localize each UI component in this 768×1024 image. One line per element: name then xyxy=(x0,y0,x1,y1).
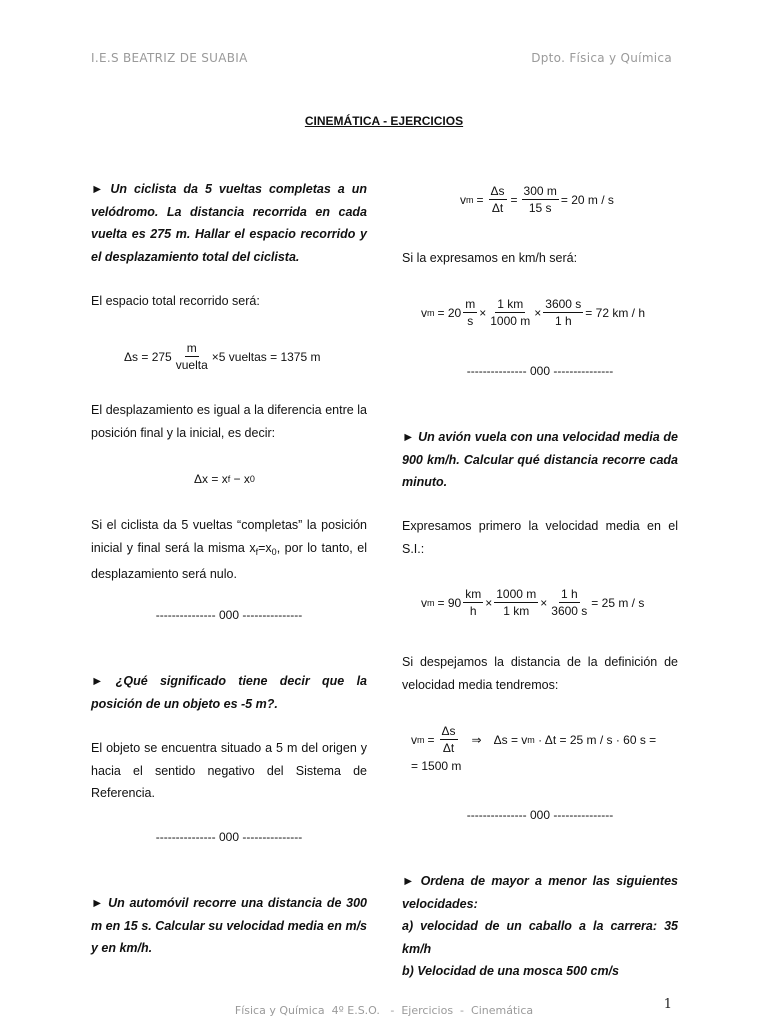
exercise-3-equation-2: v m = 20 $\frac{m}{s}$ × $\frac{1 km}{1000 m}$ × $\frac{3600 s}{1 h}$ = 72 km / h xyxy=(421,297,645,328)
exercise-2-answer: El objeto se encuentra situado a 5 m del origen y hacia el sentido negativo del Sistema de Referencia. xyxy=(91,741,367,800)
exercise-3-text-1: Si la expresamos en km/h será: xyxy=(402,251,578,265)
exercise-1-text-3: Si el ciclista da 5 vueltas “completas” la posición inicial y final será la misma $x_f=x_0$, por lo tanto, el desplazamiento será nulo. xyxy=(91,518,367,581)
exercise-5-question: ► Ordena de mayor a menor las siguientes velocidades: xyxy=(402,874,678,911)
page-title: CINEMÁTICA - EJERCICIOS xyxy=(304,114,464,128)
implies-arrow-icon: ⇒ xyxy=(471,732,482,747)
separator: --------------- 000 --------------- xyxy=(466,364,614,378)
separator: --------------- 000 --------------- xyxy=(155,608,303,622)
exercise-4-equation-2: v m = $\frac{\Delta s}{\Delta t}$ ⇒ Δs = v m · Δt = 25 m / s · 60 s = xyxy=(411,724,657,755)
exercise-1-text-2: El desplazamiento es igual a la diferencia entre la posición final y la inicial, es decir: xyxy=(91,403,367,440)
page-number: 1 xyxy=(663,997,672,1012)
header-department: Dpto. Física y Química xyxy=(531,51,672,65)
exercise-1-question: ► Un ciclista da 5 vueltas completas a un velódromo. La distancia recorrida en cada vuelta es 275 m. Hallar el espacio recorrido y el desplazamiento total del ciclista. xyxy=(91,182,367,264)
exercise-2-question: ► ¿Qué significado tiene decir que la posición de un objeto es -5 m?. xyxy=(91,674,367,711)
exercise-1-text-1: El espacio total recorrido será: xyxy=(91,294,260,308)
exercise-1-equation-2: Δx = x f − x 0 xyxy=(194,472,255,486)
exercise-1-equation-1: Δs = 275 $\frac{m}{\text{vuelta}}$ ×5 vueltas = 1375 m xyxy=(124,341,321,372)
exercise-4-equation-1: v m = 90 $\frac{km}{h}$ × $\frac{1000 m}{1 km}$ × $\frac{1 h}{3600 s}$ = 25 m / s xyxy=(421,587,645,618)
page-footer: Física y Química 4º E.S.O. - Ejercicios - Cinemática xyxy=(234,1004,534,1017)
exercise-5-item-b: b) Velocidad de una mosca 500 cm/s xyxy=(402,964,619,978)
exercise-4-text-1: Expresamos primero la velocidad media en el S.I.: xyxy=(402,519,678,556)
exercise-5-item-a: a) velocidad de un caballo a la carrera: 35 km/h xyxy=(402,919,678,956)
separator: --------------- 000 --------------- xyxy=(155,830,303,844)
exercise-3-question: ► Un automóvil recorre una distancia de 300 m en 15 s. Calcular su velocidad media en m/s y en km/h. xyxy=(91,896,367,955)
separator: --------------- 000 --------------- xyxy=(466,808,614,822)
exercise-4-text-2: Si despejamos la distancia de la definición de velocidad media tendremos: xyxy=(402,655,678,692)
exercise-3-equation-1: v m = $\frac{\Delta s}{\Delta t}$ = $\frac{300 m}{15 s}$ = 20 m / s xyxy=(460,184,614,215)
exercise-4-question: ► Un avión vuela con una velocidad media de 900 km/h. Calcular qué distancia recorre cada minuto. xyxy=(402,430,678,489)
header-school: I.E.S BEATRIZ DE SUABIA xyxy=(91,51,248,65)
exercise-4-equation-2-result: = 1500 m xyxy=(411,759,462,773)
